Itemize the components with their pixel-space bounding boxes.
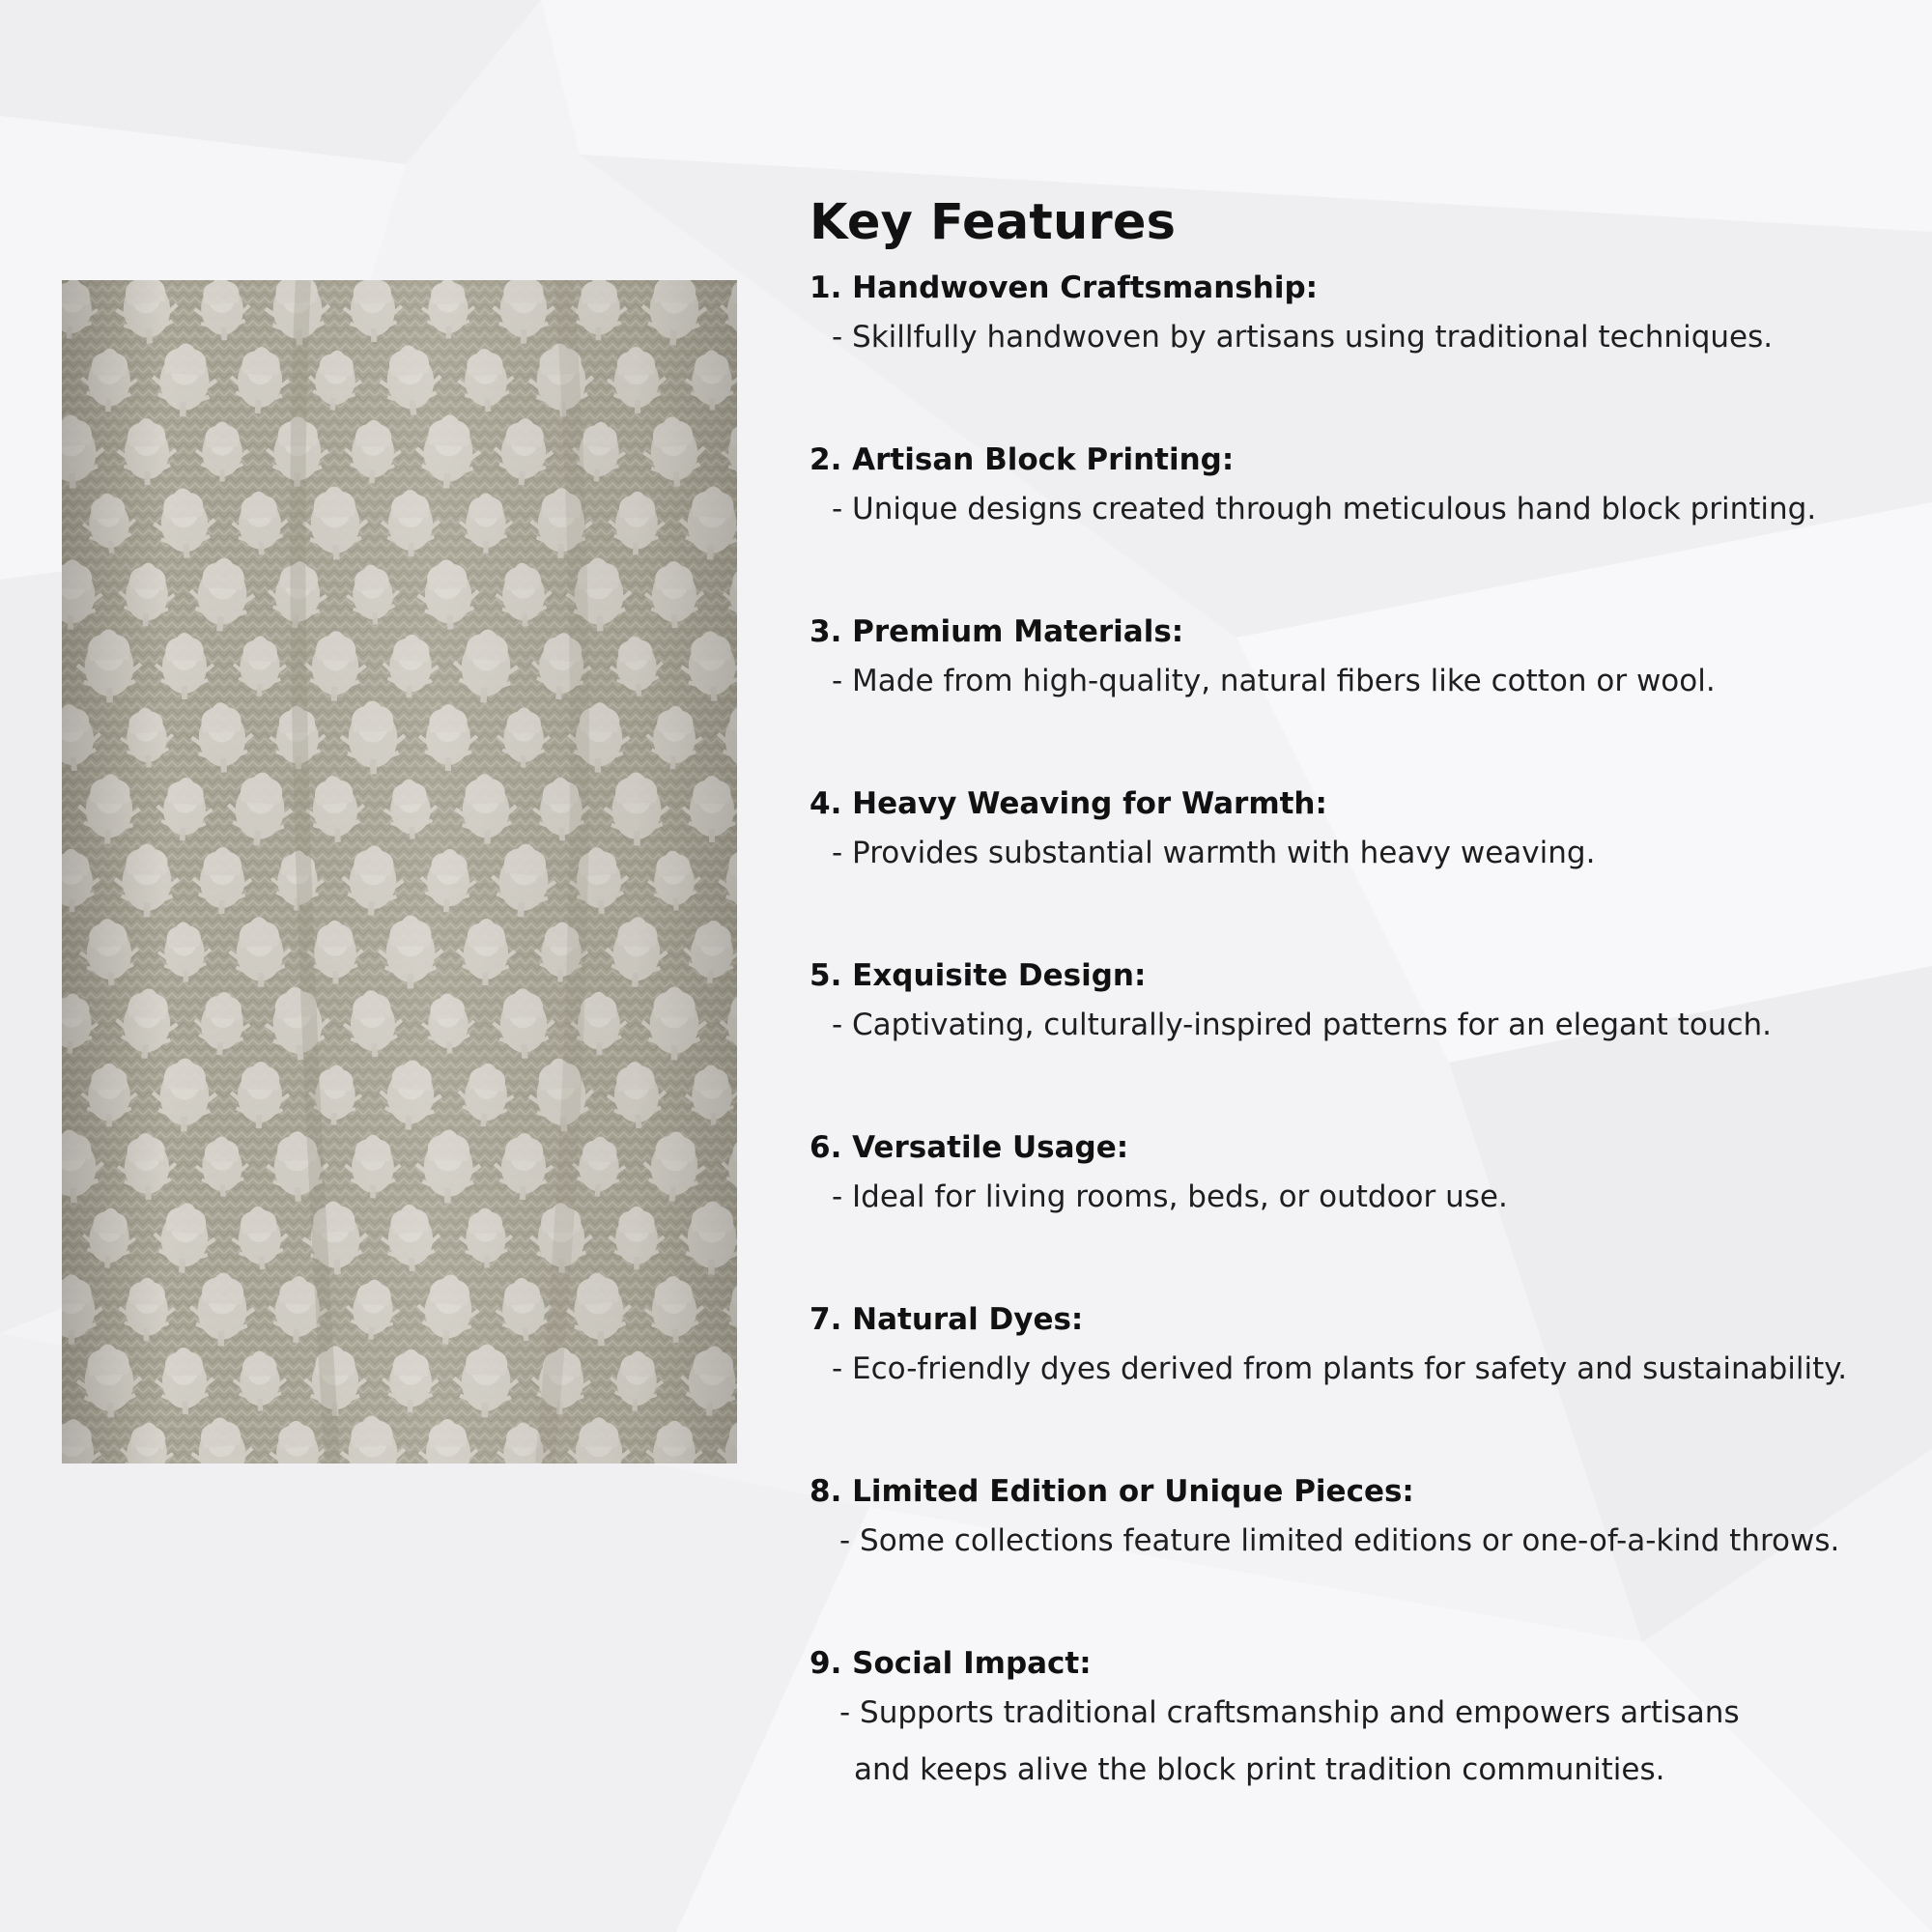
feature-title: 5. Exquisite Design: (810, 958, 1147, 993)
feature-description: - Supports traditional craftsmanship and empowers artisans (839, 1695, 1740, 1730)
page-title: Key Features (810, 194, 1177, 251)
feature-list (810, 267, 1911, 1814)
list-item (810, 954, 1911, 1126)
feature-title: 9. Social Impact: (810, 1646, 1092, 1681)
feature-title: 3. Premium Materials: (810, 614, 1184, 649)
feature-description: - Eco-friendly dyes derived from plants for safety and sustainability. (832, 1351, 1848, 1386)
feature-description-continued: and keeps alive the block print tradition communities. (854, 1752, 1665, 1787)
fabric-photo (62, 280, 737, 1463)
list-item (810, 611, 1911, 782)
list-item (810, 1126, 1911, 1298)
feature-description: - Skillfully handwoven by artisans using traditional techniques. (832, 320, 1774, 355)
key-features-section (810, 193, 1911, 1814)
list-item (810, 1298, 1911, 1470)
list-item (810, 267, 1911, 439)
feature-description: - Unique designs created through meticulous hand block printing. (832, 492, 1817, 526)
feature-title: 2. Artisan Block Printing: (810, 442, 1235, 477)
feature-title: 4. Heavy Weaving for Warmth: (810, 786, 1327, 821)
feature-description: - Made from high-quality, natural fibers like cotton or wool. (832, 664, 1716, 698)
feature-description: - Some collections feature limited editions or one-of-a-kind throws. (839, 1523, 1840, 1558)
feature-title: 7. Natural Dyes: (810, 1302, 1084, 1337)
feature-description: - Captivating, culturally-inspired patterns for an elegant touch. (832, 1008, 1772, 1042)
woven-fabric-image (62, 280, 737, 1463)
feature-title: 6. Versatile Usage: (810, 1130, 1129, 1165)
list-item (810, 1470, 1911, 1642)
feature-title: 1. Handwoven Craftsmanship: (810, 270, 1319, 305)
list-item (810, 782, 1911, 954)
feature-description: - Ideal for living rooms, beds, or outdoor use. (832, 1179, 1508, 1214)
feature-title: 8. Limited Edition or Unique Pieces: (810, 1474, 1414, 1509)
feature-description: - Provides substantial warmth with heavy weaving. (832, 836, 1596, 870)
list-item (810, 439, 1911, 611)
list-item (810, 1642, 1911, 1814)
